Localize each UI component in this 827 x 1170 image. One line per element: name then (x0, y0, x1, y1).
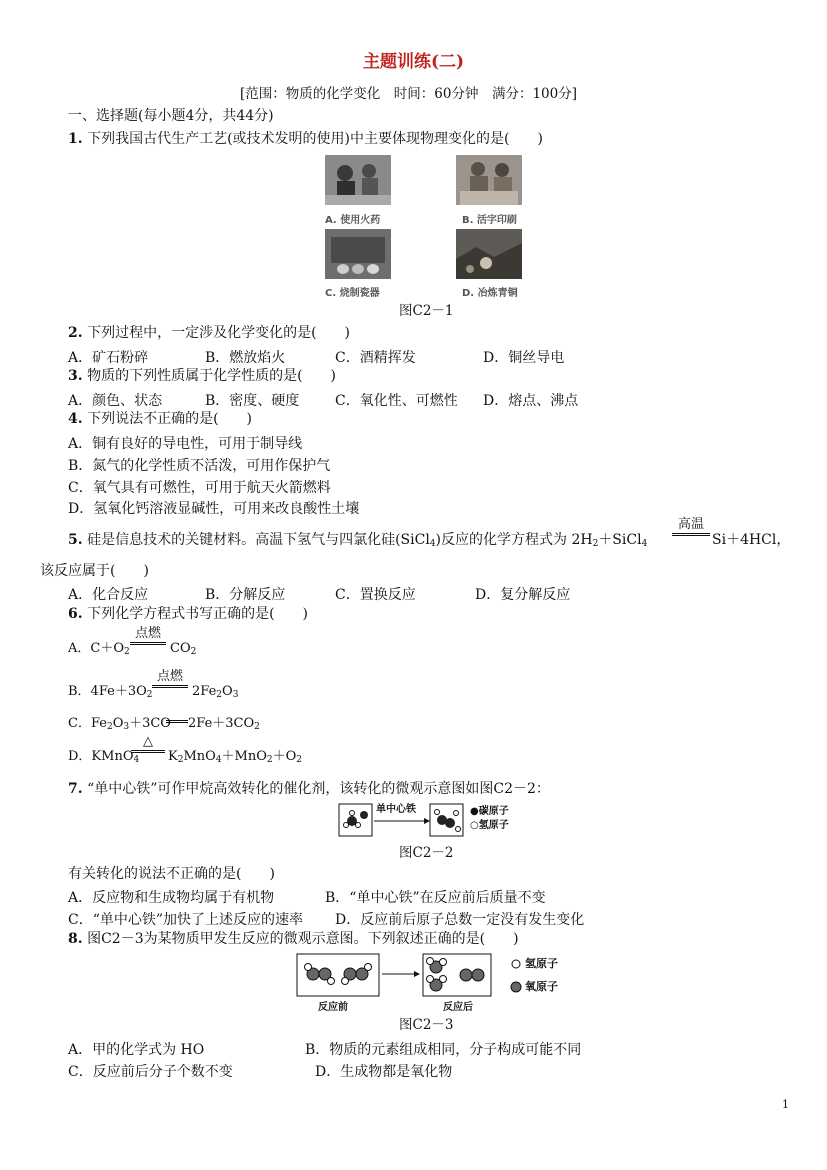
question-text: 硅是信息技术的关键材料。高温下氢气与四氯化硅(SiCl (87, 532, 430, 548)
option-d: D．氢氧化钙溶液显碱性，可用来改良酸性土壤 (68, 501, 360, 517)
section-heading: 一、选择题(每小题4分，共44分) (68, 108, 274, 124)
equation-c-lhs (68, 716, 171, 733)
subscript: 2 (592, 539, 599, 549)
option-c: C．“单中心铁”加快了上述反应的速率 (68, 912, 304, 928)
condition-high-temp (672, 518, 710, 536)
condition-label: △ (143, 734, 153, 749)
question-text: 下列化学方程式书写正确的是( ) (87, 606, 309, 622)
question-text: 图C2－3为某物质甲发生反应的微观示意图。下列叙述正确的是( ) (87, 931, 519, 947)
legend-markers (510, 958, 522, 998)
lhs: ＋3CO (129, 716, 171, 731)
lhs: D．KMnO (68, 749, 134, 764)
figure-caption: 图C2－3 (399, 1017, 454, 1033)
equals-sign (672, 533, 710, 536)
subscript: 4 (133, 755, 140, 765)
equals-sign (166, 720, 188, 723)
option-b: B．密度、硬度 (205, 393, 300, 409)
question-text: 下列说法不正确的是( ) (87, 411, 253, 427)
option-b: B．物质的元素组成相同，分子构成可能不同 (305, 1042, 582, 1058)
condition-label: 高温 (677, 517, 704, 532)
photo-printing (456, 155, 522, 205)
hydrogen-atom (440, 959, 447, 966)
option-a: A．铜有良好的导电性，可用于制导线 (68, 436, 303, 452)
question-continuation: 有关转化的说法不正确的是( ) (68, 866, 275, 882)
question-number: 5. (68, 532, 83, 548)
question-6 (68, 606, 308, 623)
option-c: C．反应前后分子个数不变 (68, 1064, 233, 1080)
equation-d-lhs (68, 749, 139, 766)
rhs: K (168, 749, 178, 764)
question-text: 物质的下列性质属于化学性质的是( ) (87, 368, 337, 384)
option-a: A．颜色、状态 (68, 393, 163, 409)
equation-a-rhs (170, 641, 196, 658)
option-d: D．熔点、沸点 (483, 393, 579, 409)
option-d: D．反应前后原子总数一定没有发生变化 (335, 912, 585, 928)
condition-label: 点燃 (156, 669, 183, 684)
lhs: B．4Fe＋3O (68, 684, 147, 699)
label-before: 反应前 (318, 1002, 348, 1013)
rhs: CO (170, 641, 191, 656)
legend-carbon: ●碳原子 (470, 806, 509, 817)
condition-ignite (152, 670, 188, 688)
question-text: 下列我国古代生产工艺(或技术发明的使用)中主要体现物理变化的是( ) (87, 131, 543, 147)
rhs: MnO (183, 749, 216, 764)
condition-heat (131, 735, 165, 753)
condition-ignite (130, 627, 166, 645)
hydrogen-atom (344, 823, 349, 828)
question-number: 7. (68, 781, 83, 797)
question-text: 下列过程中，一定涉及化学变化的是( ) (87, 325, 351, 341)
option-b: B．分解反应 (205, 587, 286, 603)
question-1 (68, 131, 543, 148)
question-number: 2. (68, 325, 83, 341)
condition-label: 点燃 (134, 626, 161, 641)
photo-bronze (456, 229, 522, 279)
rhs: 2Fe＋3CO (188, 716, 255, 731)
option-c: C．氧化性、可燃性 (335, 393, 458, 409)
hydrogen-atom (350, 811, 355, 816)
photo-gunpowder (325, 155, 391, 205)
legend-hydrogen: ○氢原子 (470, 820, 509, 831)
subscript: 2 (266, 755, 273, 765)
figure-caption: 图C2－1 (399, 303, 454, 319)
question-2 (68, 325, 350, 342)
figure-caption: 图C2－2 (399, 845, 454, 861)
option-b: B．氮气的化学性质不活泼，可用作保护气 (68, 458, 331, 474)
option-b: B．“单中心铁”在反应前后质量不变 (325, 890, 546, 906)
photo-label-c: C. 烧制瓷器 (325, 288, 380, 299)
hydrogen-atom (427, 958, 434, 965)
question-7 (68, 781, 550, 798)
rhs: O (222, 684, 233, 699)
equation-a-lhs (68, 641, 130, 658)
question-text-2: )反应的化学方程式为 2H (435, 532, 593, 548)
rhs: ＋O (272, 749, 297, 764)
subscript: 2 (124, 647, 130, 657)
question-number: 1. (68, 131, 83, 147)
hydrogen-atom (435, 810, 440, 815)
option-c: C．氧气具有可燃性，可用于航天火箭燃料 (68, 480, 331, 496)
catalyst-label: 单中心铁 (376, 804, 416, 815)
hydrogen-atom (456, 827, 461, 832)
hydrogen-atom (328, 978, 335, 985)
equals-sign (130, 642, 166, 645)
question-3 (68, 368, 336, 385)
equation-b-rhs (192, 684, 238, 701)
option-a: A．甲的化学式为 HO (68, 1042, 205, 1058)
equation-b-lhs (68, 684, 153, 701)
option-c: C．酒精挥发 (335, 350, 416, 366)
option-d: D．复分解反应 (475, 587, 571, 603)
equals-plain (166, 719, 188, 723)
option-a: A．化合反应 (68, 587, 149, 603)
subscript: 2 (296, 755, 303, 765)
diagram-c2-3 (296, 953, 496, 999)
subscript: 4 (215, 755, 222, 765)
equation-d-rhs (168, 749, 302, 766)
photo-label-a: A. 使用火药 (325, 215, 381, 226)
hydrogen-atom (305, 964, 312, 971)
subscript: 4 (641, 539, 648, 549)
question-number: 6. (68, 606, 83, 622)
question-number: 8. (68, 931, 83, 947)
subscript: 3 (232, 690, 239, 700)
photo-label-b: B. 活字印刷 (462, 215, 517, 226)
question-text: “单中心铁”可作甲烷高效转化的催化剂，该转化的微观示意图如图C2－2： (87, 781, 550, 797)
lhs: A．C＋O (68, 641, 124, 656)
photo-porcelain (325, 229, 391, 279)
legend-hydrogen: 氢原子 (525, 957, 558, 970)
rhs: ＋MnO (221, 749, 267, 764)
question-number: 3. (68, 368, 83, 384)
equation-c-rhs (188, 716, 260, 733)
lhs: O (112, 716, 124, 731)
hydrogen-atom (365, 964, 372, 971)
oxygen-atom (472, 969, 484, 981)
oxygen-atom (460, 969, 472, 981)
subscript: 2 (190, 647, 197, 657)
products: Si＋4HCl， (712, 532, 791, 548)
hydrogen-atom (454, 811, 459, 816)
page-title: 主题训练(二) (362, 52, 465, 72)
subscript: 2 (177, 755, 184, 765)
subscript: 2 (216, 690, 223, 700)
carbon-atom (360, 811, 368, 819)
lhs: C．Fe (68, 716, 107, 731)
carbon-atom (445, 818, 455, 828)
oxygen-legend-icon (511, 982, 521, 992)
option-b: B．燃放焰火 (205, 350, 286, 366)
hydrogen-legend-icon (512, 960, 520, 968)
option-c: C．置换反应 (335, 587, 416, 603)
question-8 (68, 931, 519, 948)
question-number: 4. (68, 411, 83, 427)
subscript: 2 (146, 690, 153, 700)
option-a: A．矿石粉碎 (68, 350, 149, 366)
hydrogen-atom (440, 976, 447, 983)
option-d: D．铜丝导电 (483, 350, 565, 366)
arrow-head (424, 818, 430, 824)
question-5 (68, 532, 647, 550)
question-4 (68, 411, 252, 428)
hydrogen-atom (427, 976, 434, 983)
option-d: D．生成物都是氧化物 (315, 1064, 453, 1080)
page-number: 1 (782, 1098, 789, 1111)
label-after: 反应后 (443, 1002, 473, 1013)
option-a: A．反应物和生成物均属于有机物 (68, 890, 275, 906)
equals-sign (152, 685, 188, 688)
subscript: 3 (123, 722, 130, 732)
photo-label-d: D. 冶炼青铜 (462, 288, 518, 299)
arrow-head (414, 971, 420, 977)
question-continuation: 该反应属于( ) (40, 563, 149, 579)
hydrogen-atom (356, 823, 361, 828)
subscript: 4 (429, 539, 436, 549)
subscript: 2 (254, 722, 260, 732)
reactant: ＋SiCl (598, 532, 642, 548)
legend-oxygen: 氧原子 (525, 980, 558, 993)
rhs: 2Fe (192, 684, 217, 699)
equals-sign (131, 750, 165, 753)
exam-meta: [范围：物质的化学变化 时间：60分钟 满分：100分] (240, 86, 577, 102)
subscript: 2 (106, 722, 113, 732)
hydrogen-atom (342, 978, 349, 985)
